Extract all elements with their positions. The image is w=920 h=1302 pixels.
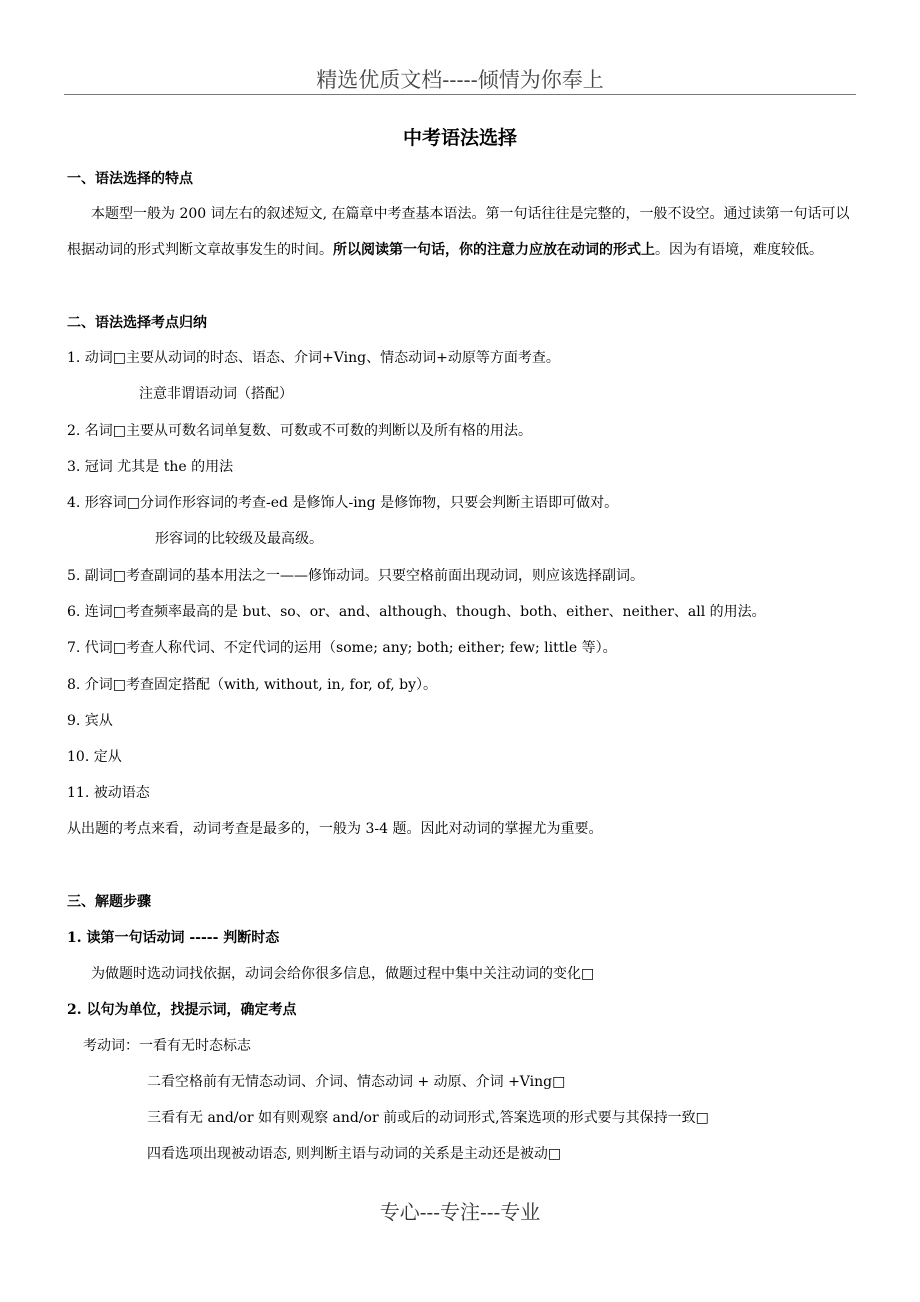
point-item: 1. 动词□主要从动词的时态、语态、介词+Ving、情态动词+动原等方面考查。 bbox=[67, 350, 560, 366]
point-item: 5. 副词□考查副词的基本用法之一——修饰动词。只要空格前面出现动词，则应该选择副词。 bbox=[67, 568, 645, 584]
step-1-title: 1. 读第一句话动词 ----- 判断时态 bbox=[67, 930, 280, 946]
step-2-label: 考动词：一看有无时态标志 bbox=[83, 1038, 251, 1054]
point-item: 2. 名词□主要从可数名词单复数、可数或不可数的判断以及所有格的用法。 bbox=[67, 423, 533, 439]
step-1-text: 为做题时选动词找依据，动词会给你很多信息，做题过程中集中关注动词的变化□ bbox=[91, 966, 595, 982]
step-2-item: 二看空格前有无情态动词、介词、情态动词 + 动原、介词 +Ving□ bbox=[147, 1074, 566, 1090]
step-2-title: 2. 以句为单位，找提示词，确定考点 bbox=[67, 1002, 297, 1018]
point-item: 4. 形容词□分词作形容词的考查-ed 是修饰人-ing 是修饰物，只要会判断主语即可做对。 bbox=[67, 495, 619, 511]
point-note: 注意非谓语动词（搭配） bbox=[139, 386, 293, 402]
features-emphasis: 所以阅读第一句话，你的注意力应放在动词的形式上 bbox=[333, 242, 655, 258]
step-2-item: 四看选项出现被动语态, 则判断主语与动词的关系是主动还是被动□ bbox=[147, 1146, 562, 1162]
section-heading-features: 一、语法选择的特点 bbox=[67, 171, 193, 187]
point-item: 3. 冠词 尤其是 the 的用法 bbox=[67, 459, 234, 475]
point-item: 6. 连词□考查频率最高的是 but、so、or、and、although、though、both、either、neither、all 的用法。 bbox=[67, 604, 766, 620]
features-text-end: 。因为有语境，难度较低。 bbox=[655, 242, 823, 258]
section-heading-points: 二、语法选择考点归纳 bbox=[67, 315, 207, 331]
point-item: 9. 宾从 bbox=[67, 713, 113, 729]
features-text: 本题型一般为 200 词左右的叙述短文, 在篇章中考查基本语法。第一句话往往是完整的，一般不设空。通过读第一句话可以根据动词的形式判断文章故事发生的时间。 bbox=[67, 206, 850, 258]
document-title: 中考语法选择 bbox=[402, 127, 517, 149]
point-item: 8. 介词□考查固定搭配（with, without, in, for, of, by）。 bbox=[67, 677, 438, 693]
point-item: 10. 定从 bbox=[67, 749, 122, 765]
point-item: 11. 被动语态 bbox=[67, 785, 150, 801]
point-item: 7. 代词□考查人称代词、不定代词的运用（some; any; both; either; few; little 等）。 bbox=[67, 640, 617, 656]
page-footer: 专心---专注---专业 bbox=[379, 1200, 541, 1224]
page-header: 精选优质文档-----倾情为你奉上 bbox=[316, 68, 604, 92]
section-heading-steps: 三、解题步骤 bbox=[67, 894, 151, 910]
step-2-item: 三看有无 and/or 如有则观察 and/or 前或后的动词形式,答案选项的形式要与其保持一致□ bbox=[147, 1110, 709, 1126]
header-divider bbox=[64, 94, 856, 95]
points-summary: 从出题的考点来看，动词考查是最多的，一般为 3-4 题。因此对动词的掌握尤为重要。 bbox=[67, 821, 603, 837]
features-paragraph bbox=[67, 196, 855, 268]
point-note: 形容词的比较级及最高级。 bbox=[155, 531, 323, 547]
